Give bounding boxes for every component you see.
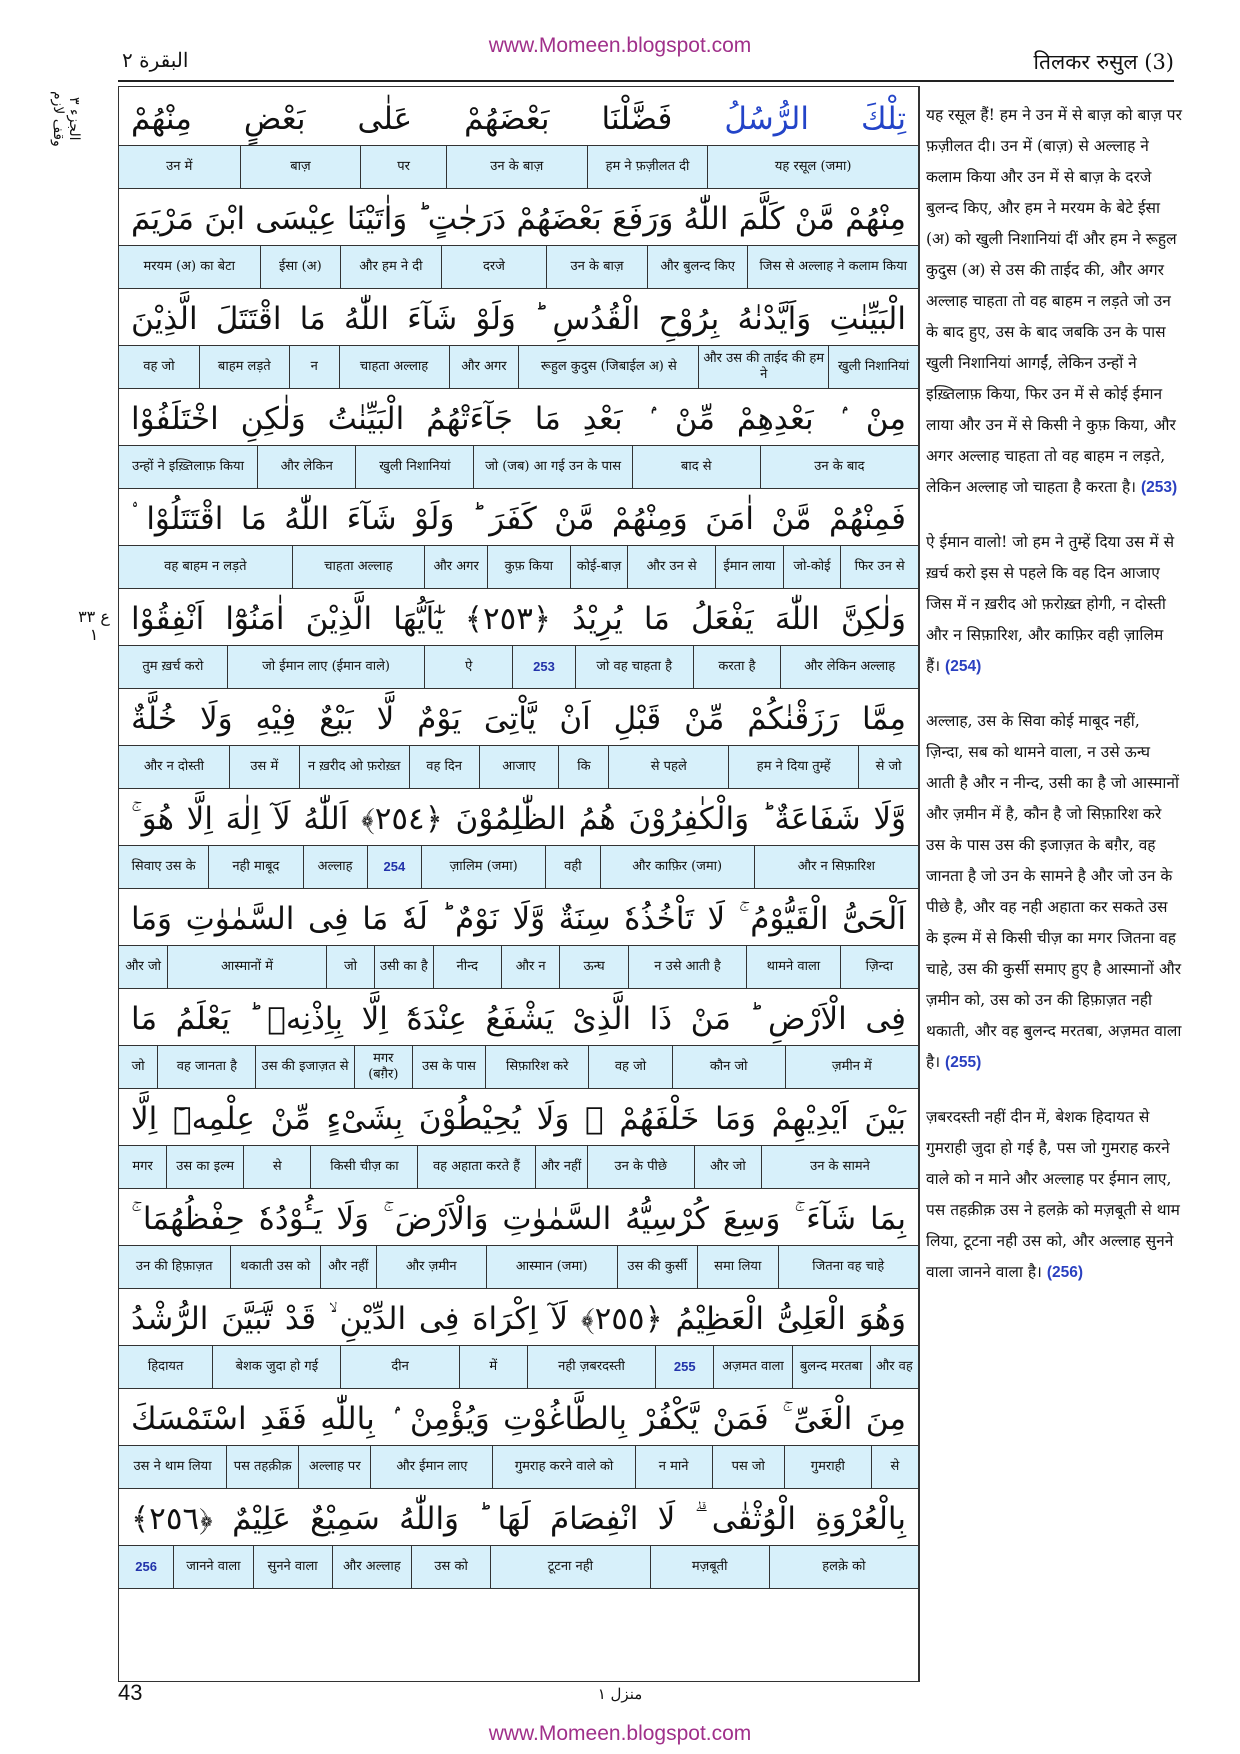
word-cell: और न bbox=[501, 946, 559, 988]
word-cell: उन के बाद bbox=[760, 446, 918, 488]
word-cell: उन के बाज़ bbox=[546, 246, 647, 288]
arabic-line bbox=[119, 89, 918, 149]
word-cell: चाहता अल्लाह bbox=[339, 346, 449, 388]
arabic-highlight: تِلْكَ الرُّسُلُ bbox=[724, 101, 906, 137]
word-cell: न माने bbox=[635, 1446, 712, 1488]
translation-row bbox=[119, 1245, 918, 1289]
margin-ruku-sign: ع ٣٣ ١ bbox=[78, 607, 110, 644]
word-cell: जिस से अल्लाह ने कलाम किया bbox=[747, 246, 918, 288]
manzil-label: منزل ١ bbox=[597, 1685, 643, 1703]
website-footer[interactable]: www.Momeen.blogspot.com bbox=[488, 1722, 752, 1745]
word-cell: वह दिन bbox=[409, 746, 479, 788]
word-cell: अल्लाह पर bbox=[298, 1446, 370, 1488]
word-cell: न ख़रीद ओ फ़रोख़्त bbox=[299, 746, 409, 788]
word-cell: न उसे आती है bbox=[628, 946, 746, 988]
word-cell: गुमराह करने वाले को bbox=[492, 1446, 634, 1488]
arabic-line: وَهُوَ الْعَلِىُّ الْعَظِيْمُ ﴿٢٥٥﴾ لَآ اِكْرَاهَ فِى الدِّيْنِ ۙ قَدْ تَّبَيَّنَ الرُّشْدُ bbox=[131, 1301, 906, 1337]
translation-row bbox=[119, 1145, 918, 1189]
word-cell: फिर उन से bbox=[840, 546, 918, 588]
word-cell: नही ज़बरदस्ती bbox=[527, 1346, 655, 1388]
word-cell: ईमान लाया bbox=[715, 546, 783, 588]
word-cell: कोई-बाज़ bbox=[570, 546, 628, 588]
translation-row bbox=[119, 1345, 918, 1389]
word-cell: जानने वाला bbox=[173, 1546, 252, 1588]
page-number: 43 bbox=[118, 1680, 143, 1705]
word-cell: और अगर bbox=[424, 546, 487, 588]
word-cell: जो-कोई bbox=[783, 546, 841, 588]
word-cell: और हम ने दी bbox=[340, 246, 441, 288]
word-cell: से bbox=[243, 1146, 310, 1188]
word-cell: उन में bbox=[166, 158, 193, 174]
word-cell: और ज़मीन bbox=[376, 1246, 487, 1288]
word-cell: हम ने फ़ज़ीलत दी bbox=[587, 146, 708, 188]
word-cell: और नहीं bbox=[535, 1146, 587, 1188]
word-cell: ज़ालिम (जमा) bbox=[421, 846, 545, 888]
arabic-line: مِنْ ۢ بَعْدِهِمْ مِّنْ ۢ بَعْدِ مَا جَآءَتْهُمُ الْبَيِّنٰتُ وَلٰكِنِ اخْتَلَفُوْا bbox=[131, 401, 906, 437]
arabic-line: فِى الْاَرْضِ ؕ مَنْ ذَا الَّذِىْ يَشْفَعُ عِنْدَهٗٓ اِلَّا بِاِذْنِهٖ ؕ يَعْلَمُ مَا bbox=[131, 1001, 906, 1037]
word-cell: उस की इजाज़त से bbox=[255, 1046, 353, 1088]
word-cell: ऊन्घ bbox=[559, 946, 627, 988]
word-cell: करता है bbox=[693, 646, 781, 688]
word-cell: और न दोस्ती bbox=[143, 758, 205, 774]
arabic-line: وَلٰكِنَّ اللّٰهَ يَفْعَلُ مَا يُرِيْدُ ﴿٢٥٣﴾ يٰٓاَيُّهَا الَّذِيْنَ اٰمَنُوْٓا اَنْفِقُوْا bbox=[131, 601, 906, 637]
translation-row bbox=[119, 345, 918, 389]
word-cell: बाज़ bbox=[240, 146, 361, 188]
word-cell: वही bbox=[545, 846, 599, 888]
translation-row bbox=[119, 545, 918, 589]
arabic-line: فَمِنْهُمْ مَّنْ اٰمَنَ وَمِنْهُمْ مَّنْ كَفَرَ ؕ وَلَوْ شَآءَ اللّٰهُ مَا اقْتَتَلُوْا ۟ bbox=[131, 501, 906, 537]
arabic-line: مِنْهُمْ مَّنْ كَلَّمَ اللّٰهُ وَرَفَعَ بَعْضَهُمْ دَرَجٰتٍ ؕ وَاٰتَيْنَا عِيْسَى ابْنَ مَرْيَمَ bbox=[131, 201, 906, 237]
translation-text: ज़बरदस्ती नहीं दीन में, बेशक हिदायत से गुमराही जुदा हो गई है, पस जो गुमराह करने वाले को न माने और अल्लाह पर ईमान लाए, पस तहक़ीक़ उस ने हलक़े को मज़बूती से थाम लिया, टूटना नही उस को, और अल्लाह सुनने वाला जानने वाला है। bbox=[926, 1108, 1180, 1281]
word-cell: और लेकिन bbox=[257, 446, 355, 488]
arabic-text-end: مِنْهُمْ bbox=[131, 101, 244, 137]
translation-text: यह रसूल हैं! हम ने उन में से बाज़ को बाज़ पर फ़ज़ीलत दी। उन में (बाज़) से अल्लाह ने कलाम किया और उन में से बाज़ के दरजे बुलन्द किए, और हम ने मरयम के बेटे ईसा (अ) को खुली निशानियां दीं और हम ने रूहुल कुदुस (अ) से उस की ताईद की, और अगर अल्लाह चाहता तो वह बाहम न लड़ते जो उन के बाद हुए, उस के बाद जबकि उन के पास खुली निशानियां आगईं, लेकिन उन्हों ने इख़्तिलाफ़ किया, फिर उन में से कोई ईमान लाया और उन में से किसी ने कुफ़ किया, और अगर अल्लाह चाहता तो वह बाहम न लड़ते, लेकिन अल्लाह जो चाहता है करता है। bbox=[926, 106, 1182, 496]
margin-juz-note: الجزء ٣ وقف لازم bbox=[50, 91, 82, 147]
word-cell: गुमराही bbox=[784, 1446, 871, 1488]
word-cell: आजाए bbox=[479, 746, 559, 788]
word-cell: ईसा (अ) bbox=[260, 246, 341, 288]
word-cell: से bbox=[871, 1446, 918, 1488]
translation-row bbox=[119, 145, 918, 189]
word-cell: और ईमान लाए bbox=[370, 1446, 492, 1488]
arabic-line: بِمَا شَآءَ ۚ وَسِعَ كُرْسِيُّهُ السَّمٰوٰتِ وَالْاَرْضَ ۚ وَلَا يَـُٔوْدُهٗ حِفْظُهُمَا ۚ bbox=[131, 1201, 906, 1237]
verse-marker: (256) bbox=[1046, 1264, 1084, 1281]
verse-marker: (255) bbox=[945, 1054, 982, 1071]
juz-title: तिलकर रुसुल (3) bbox=[1033, 50, 1174, 74]
word-by-word-table bbox=[118, 86, 919, 1682]
translation-row bbox=[119, 745, 918, 789]
arabic-line: وَّلَا شَفَاعَةٌ ؕ وَالْكٰفِرُوْنَ هُمُ الظّٰلِمُوْنَ ﴿٢٥٤﴾ اَللّٰهُ لَآ اِلٰهَ اِلَّا هُوَ ۚ bbox=[131, 801, 906, 837]
word-cell: बुलन्द मरतबा bbox=[792, 1346, 870, 1388]
word-cell: वह बाहम न लड़ते bbox=[164, 558, 247, 574]
word-cell: मरयम (अ) का बेटा bbox=[143, 258, 236, 274]
word-cell: उस की कुर्सी bbox=[617, 1246, 698, 1288]
verse-number: 254 bbox=[367, 846, 421, 888]
word-cell: थकाती उस को bbox=[230, 1246, 321, 1288]
word-cell: उन के पीछे bbox=[587, 1146, 694, 1188]
word-cell: सिवाए उस के bbox=[131, 858, 196, 874]
word-cell: और अगर bbox=[449, 346, 519, 388]
word-cell: से पहले bbox=[608, 746, 728, 788]
word-cell: में bbox=[459, 1346, 527, 1388]
word-cell: अज़मत वाला bbox=[713, 1346, 791, 1388]
translation-row bbox=[119, 1445, 918, 1489]
word-cell: तुम ख़र्च करो bbox=[142, 658, 204, 674]
translation-paragraph bbox=[926, 527, 1182, 682]
word-cell: बाहम लड़ते bbox=[199, 346, 289, 388]
word-cell: उस के पास bbox=[412, 1046, 485, 1088]
word-cell: मज़बूती bbox=[650, 1546, 769, 1588]
word-cell: कौन जो bbox=[672, 1046, 785, 1088]
verse-number: 253 bbox=[512, 646, 575, 688]
word-cell: से जो bbox=[858, 746, 918, 788]
word-cell: नही माबूद bbox=[208, 846, 302, 888]
word-cell: कि bbox=[558, 746, 608, 788]
word-cell: जितना वह चाहे bbox=[778, 1246, 919, 1288]
word-cell: मगर (बग़ैर) bbox=[354, 1046, 412, 1088]
word-cell: हलक़े को bbox=[769, 1546, 918, 1588]
word-cell: यह रसूल (जमा) bbox=[707, 146, 918, 188]
translation-row bbox=[119, 1045, 918, 1089]
header-rule bbox=[118, 80, 1174, 82]
arabic-text: فَضَّلْنَا بَعْضَهُمْ عَلٰى بَعْضٍ bbox=[243, 101, 725, 137]
word-cell: दरजे bbox=[441, 246, 547, 288]
translation-row bbox=[119, 445, 918, 489]
translation-paragraph bbox=[926, 706, 1182, 1078]
word-cell: और लेकिन अल्लाह bbox=[780, 646, 918, 688]
word-cell: मगर bbox=[132, 1158, 153, 1174]
word-cell: ज़मीन में bbox=[785, 1046, 918, 1088]
word-cell: सिफ़ारिश करे bbox=[485, 1046, 588, 1088]
word-cell: अल्लाह bbox=[303, 846, 367, 888]
word-cell: आस्मान (जमा) bbox=[486, 1246, 617, 1288]
translation-text: अल्लाह, उस के सिवा कोई माबूद नहीं, ज़िन्दा, सब को थामने वाला, न उसे ऊन्घ आती है और न नीन्द, उसी का है जो आस्मानों और ज़मीन में है, कौन है जो सिफ़ारिश करे उस के पास उस की इजाज़त के बग़ैर, वह जानता है जो उन के सामने है और जो उन के पीछे है, और वह नही अहाता कर सकते उस के इल्म में से किसी चीज़ का मगर जितना वह चाहे, उस की कुर्सी समाए हुए है आस्मानों और ज़मीन को, उस को उन की हिफ़ाज़त नही थकाती, और वह बुलन्द मरतबा, अज़मत वाला है। bbox=[926, 712, 1182, 1071]
word-cell: उन के सामने bbox=[761, 1146, 918, 1188]
word-cell: और उस की ताईद की हम ने bbox=[698, 346, 828, 388]
word-cell: और उन से bbox=[627, 546, 715, 588]
translation-row bbox=[119, 245, 918, 289]
word-cell: कुफ़ किया bbox=[487, 546, 570, 588]
word-cell: जो वह चाहता है bbox=[575, 646, 693, 688]
word-cell: किसी चीज़ का bbox=[310, 1146, 417, 1188]
arabic-line: مِمَّا رَزَقْنٰكُمْ مِّنْ قَبْلِ اَنْ يَّاْتِىَ يَوْمٌ لَّا بَيْعٌ فِيْهِ وَلَا خُلَّةٌ bbox=[131, 701, 906, 737]
arabic-line: اَلْحَىُّ الْقَيُّوْمُ ۚ لَا تَاْخُذُهٗ سِنَةٌ وَّلَا نَوْمٌ ؕ لَهٗ مَا فِى السَّمٰوٰتِ وَمَا bbox=[131, 901, 906, 937]
word-cell: वह जो bbox=[588, 1046, 671, 1088]
word-cell: रूहुल कुदुस (जिबाईल अ) से bbox=[518, 346, 698, 388]
verse-marker: (253) bbox=[1141, 479, 1178, 496]
arabic-line: مِنَ الْغَىِّ ۚ فَمَنْ يَّكْفُرْ بِالطَّاغُوْتِ وَيُؤْمِنْ ۢ بِاللّٰهِ فَقَدِ اسْتَمْسَكَ bbox=[131, 1401, 906, 1437]
word-cell: और अल्लाह bbox=[332, 1546, 411, 1588]
word-cell: उसी का है bbox=[374, 946, 432, 988]
word-cell: समा लिया bbox=[697, 1246, 778, 1288]
word-cell: न bbox=[289, 346, 339, 388]
word-cell: उन के बाज़ bbox=[446, 146, 587, 188]
translation-row bbox=[119, 945, 918, 989]
word-cell: बाद से bbox=[632, 446, 760, 488]
word-cell: आस्मानों में bbox=[167, 946, 325, 988]
translation-text: ऐ ईमान वालो! जो हम ने तुम्हें दिया उस में से ख़र्च करो इस से पहले कि वह दिन आजाए जिस में न ख़रीद ओ फ़रोख़्त होगी, न दोस्ती और न सिफ़ारिश, और काफ़िर वही ज़ालिम हैं। bbox=[926, 533, 1175, 675]
word-cell: हिदायत bbox=[147, 1358, 184, 1374]
word-cell: ज़िन्दा bbox=[840, 946, 918, 988]
website-header[interactable]: www.Momeen.blogspot.com bbox=[488, 34, 752, 57]
word-cell: पस जो bbox=[712, 1446, 784, 1488]
word-cell: उस ने थाम लिया bbox=[133, 1458, 212, 1474]
word-cell: हम ने दिया तुम्हें bbox=[728, 746, 858, 788]
word-cell: और नहीं bbox=[320, 1246, 376, 1288]
word-cell: जो ईमान लाए (ईमान वाले) bbox=[227, 646, 425, 688]
word-cell: और वह bbox=[870, 1346, 918, 1388]
word-cell: टूटना नही bbox=[490, 1546, 649, 1588]
word-cell: नीन्द bbox=[433, 946, 501, 988]
word-cell: और न सिफ़ारिश bbox=[754, 846, 918, 888]
verse-marker: (254) bbox=[945, 658, 982, 675]
word-cell: और जो bbox=[125, 958, 162, 974]
surah-name: البقرة ٢ bbox=[122, 48, 189, 72]
column-divider bbox=[919, 86, 920, 1682]
verse-number: 256 bbox=[135, 1558, 157, 1574]
verse-number: 255 bbox=[655, 1346, 713, 1388]
arabic-line: بَيْنَ اَيْدِيْهِمْ وَمَا خَلْفَهُمْ ۚ وَلَا يُحِيْطُوْنَ بِشَىْءٍ مِّنْ عِلْمِهٖٓ اِلَّا bbox=[131, 1101, 906, 1137]
word-cell: उन्हों ने इख़्तिलाफ़ किया bbox=[132, 458, 244, 474]
word-cell: और जो bbox=[694, 1146, 761, 1188]
word-cell: थामने वाला bbox=[746, 946, 839, 988]
word-cell: उस को bbox=[411, 1546, 490, 1588]
word-cell: वह जानता है bbox=[157, 1046, 255, 1088]
word-cell: बेशक जुदा हो गई bbox=[212, 1346, 340, 1388]
word-cell: जो (जब) आ गई उन के पास bbox=[473, 446, 631, 488]
word-cell: सुनने वाला bbox=[253, 1546, 332, 1588]
word-cell: खुली निशानियां bbox=[828, 346, 918, 388]
word-cell: और काफ़िर (जमा) bbox=[600, 846, 754, 888]
translation-row bbox=[119, 1545, 918, 1589]
word-cell: जो bbox=[326, 946, 374, 988]
word-cell: ऐ bbox=[424, 646, 512, 688]
translation-row bbox=[119, 645, 918, 689]
word-cell: पस तहक़ीक़ bbox=[226, 1446, 298, 1488]
translation-paragraph bbox=[926, 100, 1182, 503]
translation-paragraph bbox=[926, 1102, 1182, 1288]
word-cell: चाहता अल्लाह bbox=[292, 546, 425, 588]
translation-column bbox=[926, 100, 1182, 1312]
word-cell: पर bbox=[360, 146, 446, 188]
translation-row bbox=[119, 845, 918, 889]
arabic-line: بِالْعُرْوَةِ الْوُثْقٰى ۗ لَا انْفِصَامَ لَهَا ؕ وَاللّٰهُ سَمِيْعٌ عَلِيْمٌ ﴿٢٥٦﴾ bbox=[131, 1501, 906, 1537]
word-cell: जो bbox=[131, 1058, 145, 1074]
word-cell: वह जो bbox=[143, 358, 175, 374]
word-cell: खुली निशानियां bbox=[355, 446, 473, 488]
word-cell: उन की हिफ़ाज़त bbox=[135, 1258, 213, 1274]
word-cell: दीन bbox=[340, 1346, 458, 1388]
word-cell: उस में bbox=[229, 746, 299, 788]
word-cell: उस का इल्म bbox=[166, 1146, 243, 1188]
word-cell: और बुलन्द किए bbox=[647, 246, 748, 288]
word-cell: वह अहाता करते हैं bbox=[417, 1146, 534, 1188]
arabic-line: الْبَيِّنٰتِ وَاَيَّدْنٰهُ بِرُوْحِ الْقُدُسِ ؕ وَلَوْ شَآءَ اللّٰهُ مَا اقْتَتَلَ الَّذِيْنَ bbox=[131, 301, 906, 337]
